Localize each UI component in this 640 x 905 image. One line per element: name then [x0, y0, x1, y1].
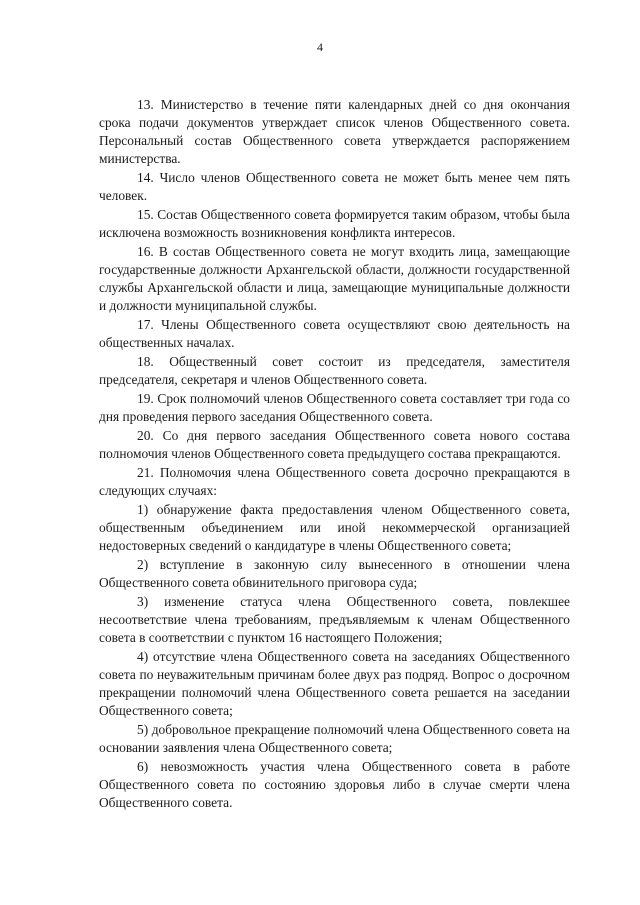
list-item-3: 3) изменение статуса члена Общественного совета, повлекшее несоответствие члена требованиям, предъявляемым к членам Общественного совета в соответствии с пунктом 16 настоящего Положения;: [99, 594, 570, 645]
list-item-4: 4) отсутствие члена Общественного совета на заседаниях Общественного совета по неуважительным причинам более двух раз подряд. Вопрос о досрочном прекращении полномочий члена Общественного совета решается на заседании Общественного совета;: [99, 649, 570, 718]
paragraph-18: 18. Общественный совет состоит из председателя, заместителя председателя, секретаря и членов Общественного совета.: [99, 354, 570, 387]
paragraph-17: 17. Члены Общественного совета осуществляют свою деятельность на общественных началах.: [99, 317, 570, 350]
list-item-5: 5) добровольное прекращение полномочий члена Общественного совета на основании заявления члена Общественного совета;: [99, 722, 570, 755]
page-number: 4: [317, 40, 323, 54]
paragraph-14: 14. Число членов Общественного совета не может быть менее чем пять человек.: [99, 170, 570, 203]
paragraph-19: 19. Срок полномочий членов Общественного совета составляет три года со дня проведения первого заседания Общественного совета.: [99, 391, 570, 424]
paragraph-20: 20. Со дня первого заседания Общественного совета нового состава полномочия членов Общественного совета предыдущего состава прекращаются.: [99, 428, 570, 461]
list-item-6: 6) невозможность участия члена Общественного совета в работе Общественного совета по состоянию здоровья либо в случае смерти члена Общественного совета.: [99, 759, 570, 810]
list-item-2: 2) вступление в законную силу вынесенного в отношении члена Общественного совета обвинительного приговора суда;: [99, 557, 570, 590]
paragraph-13: 13. Министерство в течение пяти календарных дней со дня окончания срока подачи документов утверждает список членов Общественного совета. Персональный состав Общественного совета утверждается распоряжением министерства.: [99, 97, 570, 166]
paragraph-16: 16. В состав Общественного совета не могут входить лица, замещающие государственные должности Архангельской области, должности государственной службы Архангельской области и лица, замещающие муниципальные должности и должности муниципальной службы.: [99, 244, 570, 313]
paragraph-21: 21. Полномочия члена Общественного совета досрочно прекращаются в следующих случаях:: [99, 465, 570, 498]
paragraph-15: 15. Состав Общественного совета формируется таким образом, чтобы была исключена возможность возникновения конфликта интересов.: [99, 207, 570, 240]
list-item-1: 1) обнаружение факта предоставления членом Общественного совета, общественным объединением или иной некоммерческой организацией недостоверных сведений о кандидатуре в члены Общественного совета;: [99, 502, 570, 553]
document-body: [99, 96, 570, 813]
